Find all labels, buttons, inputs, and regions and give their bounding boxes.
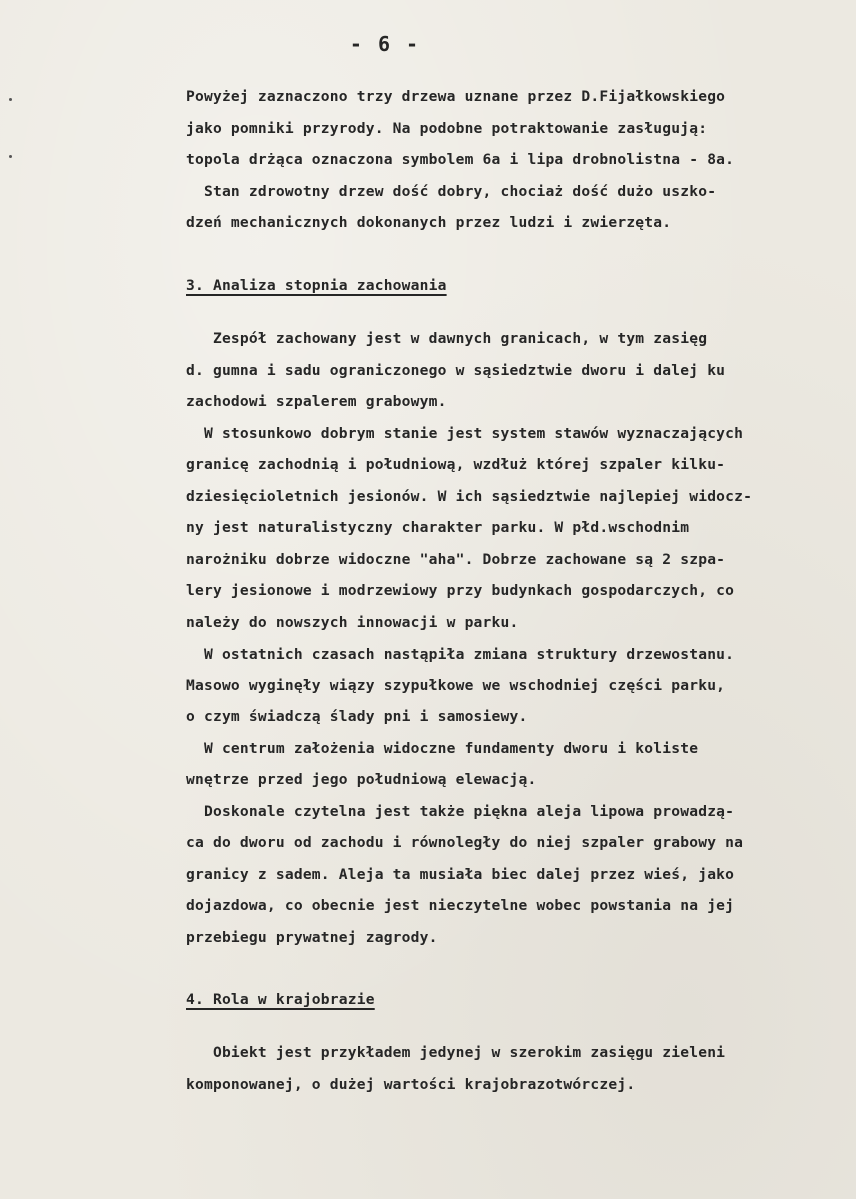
text-line: W stosunkowo dobrym stanie jest system stawów wyznaczających (186, 425, 744, 442)
text-line: granicy z sadem. Aleja ta musiała biec dalej przez wieś, jako (186, 866, 735, 883)
text-line: o czym świadczą ślady pni i samosiewy. (186, 708, 528, 725)
text-line: granicę zachodnią i południową, wzdłuż której szpaler kilku- (186, 456, 726, 473)
section-heading: 4. Rola w krajobrazie (186, 991, 375, 1008)
text-line: wnętrze przed jego południową elewacją. (186, 771, 537, 788)
text-line: należy do nowszych innowacji w parku. (186, 614, 519, 631)
text-line: Masowo wyginęły wiązy szypułkowe we wschodniej części parku, (186, 677, 726, 694)
text-line: W ostatnich czasach nastąpiła zmiana struktury drzewostanu. (186, 646, 735, 663)
text-line: ny jest naturalistyczny charakter parku. W płd.wschodnim (186, 519, 690, 536)
text-line: jako pomniki przyrody. Na podobne potraktowanie zasługują: (186, 120, 708, 137)
text-line: dojazdowa, co obecnie jest nieczytelne wobec powstania na jej (186, 897, 735, 914)
text-line: dziesięcioletnich jesionów. W ich sąsiedztwie najlepiej widocz- (186, 488, 753, 505)
text-line: lery jesionowe i modrzewiowy przy budynkach gospodarczych, co (186, 582, 735, 599)
text-line: zachodowi szpalerem grabowym. (186, 393, 447, 410)
text-line: Obiekt jest przykładem jedynej w szerokim zasięgu zieleni (186, 1044, 726, 1061)
margin-mark (9, 155, 12, 158)
text-line: przebiegu prywatnej zagrody. (186, 929, 438, 946)
page-number: - 6 - (349, 32, 421, 56)
text-line: Stan zdrowotny drzew dość dobry, chociaż dość dużo uszko- (186, 183, 717, 200)
text-line: W centrum założenia widoczne fundamenty dworu i koliste (186, 740, 699, 757)
text-line: Zespół zachowany jest w dawnych granicach, w tym zasięg (186, 330, 708, 347)
section-heading: 3. Analiza stopnia zachowania (186, 277, 447, 294)
text-line: komponowanej, o dużej wartości krajobrazotwórczej. (186, 1076, 636, 1093)
text-line: d. gumna i sadu ograniczonego w sąsiedztwie dworu i dalej ku (186, 362, 726, 379)
margin-mark (9, 98, 12, 101)
text-line: Doskonale czytelna jest także piękna aleja lipowa prowadzą- (186, 803, 735, 820)
text-line: dzeń mechanicznych dokonanych przez ludzi i zwierzęta. (186, 214, 672, 231)
text-line: Powyżej zaznaczono trzy drzewa uznane przez D.Fijałkowskiego (186, 88, 726, 105)
text-line: ca do dworu od zachodu i równoległy do niej szpaler grabowy na (186, 834, 744, 851)
text-line: topola drżąca oznaczona symbolem 6a i lipa drobnolistna - 8a. (186, 151, 735, 168)
text-line: narożniku dobrze widoczne "aha". Dobrze zachowane są 2 szpa- (186, 551, 726, 568)
